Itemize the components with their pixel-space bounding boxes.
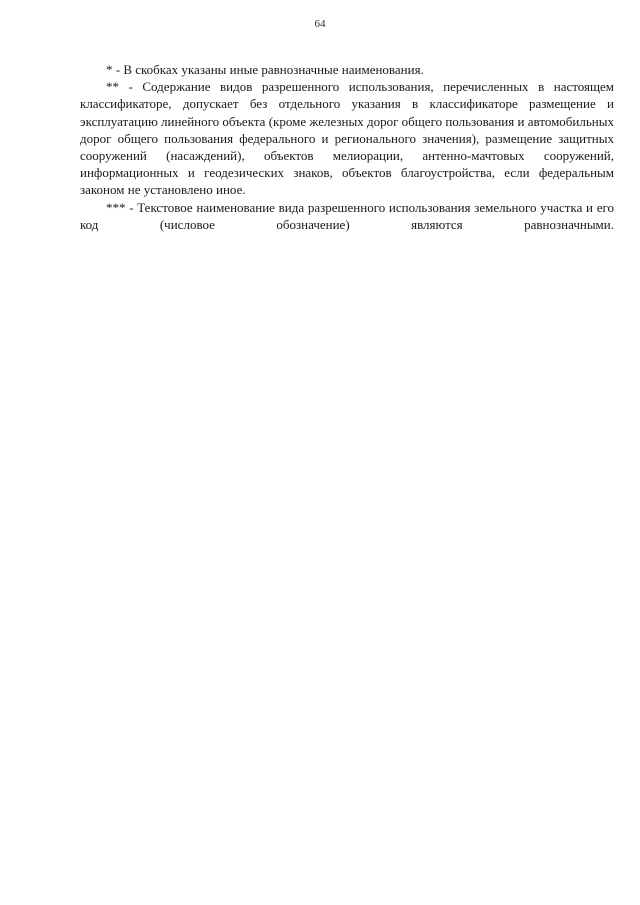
footnote-double-asterisk: ** - Содержание видов разрешенного использования, перечисленных в настоящем классификаторе, допускает без отдельного указания в классификаторе размещение и эксплуатацию линейного объекта (кроме железных дорог общего пользования и автомобильных дорог общего пользования федерального и регионального значения), размещение защитных сооружений (насаждений), объектов мелиорации, антенно-мачтовых сооружений, информационных и геодезических знаков, объектов благоустройства, если федеральным законом не установлено иное. <box>80 79 614 198</box>
footnote-triple-asterisk: *** - Текстовое наименование вида разрешенного использования земельного участка и его код (числовое обозначение) являются равнозначными. <box>80 199 614 232</box>
footnotes-block <box>80 61 614 233</box>
page-number: 64 <box>314 18 326 30</box>
footnote-single-asterisk: * - В скобках указаны иные равнозначные наименования. <box>106 62 424 77</box>
